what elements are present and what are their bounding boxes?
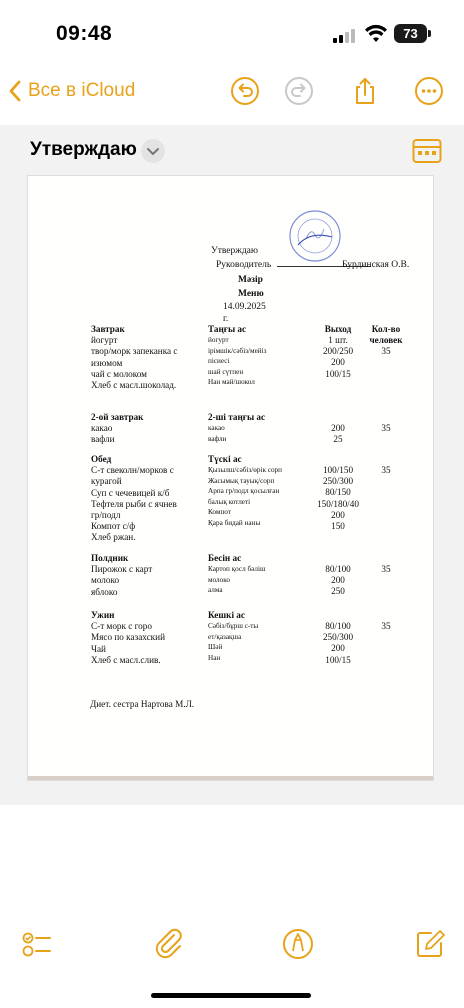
output-value: 250/300 [322,476,354,487]
section-title-ru: Завтрак [91,324,125,334]
scan-tools-icon[interactable] [412,138,442,164]
output-value: 100/15 [325,368,351,379]
menu-title-kz: Мәзір [238,275,263,285]
dish-ru: гр/подл [91,510,121,521]
output-value: 150 [331,521,345,532]
section-count [358,423,414,434]
output-value: 100/150 [322,465,354,475]
dish-kz: Жасымық тауық/сорп [208,476,275,485]
dish-kz: Шәй [208,643,223,652]
output-value: 1 шт. [328,335,348,345]
dish-ru: Компот с/ф [91,521,136,532]
output-value: 100/15 [325,654,351,665]
dish-ru: вафли [91,434,115,445]
dish-kz: какао [208,424,225,433]
section-count [358,346,414,357]
back-button[interactable] [8,74,135,108]
wifi-icon [364,24,388,44]
dish-kz: пісиесі [208,357,230,366]
section-ru [91,553,216,598]
dish-ru: йогурт [91,335,118,346]
undo-icon[interactable] [230,76,260,106]
paper-edge [28,776,433,780]
output-value: 200 [331,575,345,586]
output-value: 80/100 [325,564,351,574]
people-count: 35 [381,465,391,475]
official-stamp-image [288,209,342,263]
dish-kz: Нан [208,653,221,662]
checklist-icon[interactable] [20,927,54,961]
dish-kz: Компот [208,508,231,517]
battery-indicator: 73 [394,24,427,43]
people-count: 35 [381,621,391,631]
status-time: 09:48 [56,22,113,45]
chevron-left-icon [8,80,22,102]
dish-ru: Суп с чечевицей к/б [91,487,170,498]
more-icon[interactable] [414,76,444,106]
dish-kz: алма [208,586,223,595]
section-title-ru: Обед [91,454,112,464]
output-value: 80/150 [325,487,351,498]
dish-kz: Картоп қосл бәліш [208,565,266,574]
section-count [358,621,414,632]
approve-role-label: Руководитель [216,260,272,270]
back-button-label: Все в iCloud [28,80,136,101]
output-value: 250 [331,586,345,597]
title-menu-button[interactable] [141,139,165,163]
section-title-ru: 2-ой завтрак [91,412,144,422]
section-ru [91,454,216,544]
section-title-ru: Ужин [91,610,115,620]
compose-icon[interactable] [413,927,447,961]
dish-ru: твор/морк запеканка с [91,346,178,357]
output-value: 200/250 [322,346,354,357]
output-value: 80/100 [325,621,351,631]
menu-title-ru: Меню [238,289,264,299]
dish-kz: Нан май/шокол [208,378,255,387]
output-value: 25 [333,434,343,445]
dish-ru: Хлеб ржан. [91,532,136,543]
output-value: 200 [331,509,345,520]
dish-kz: молоко [208,575,230,584]
home-indicator [151,993,311,998]
people-count: 35 [381,564,391,574]
dish-kz: ет/қазақша [208,632,242,641]
dish-ru: Хлеб с масл.слив. [91,654,161,665]
nurse-signature: Диет. сестра Нартова М.Л. [90,699,195,709]
dish-ru: яблоко [91,586,118,597]
dish-ru: молоко [91,575,120,586]
section-title-kz: Түскі ас [208,454,242,464]
status-bar [0,0,464,62]
dish-kz: балық котлеті [208,497,251,506]
document-header [0,130,464,170]
section-count [358,465,414,476]
markup-icon[interactable] [281,927,315,961]
section-outputs [300,335,376,380]
menu-date: 14.09.2025 г. [223,302,266,324]
section-title-ru: Полдник [91,553,129,563]
bottom-toolbar [0,915,464,975]
dish-kz: Қара бидай наны [208,518,261,527]
dish-ru: Хлеб с масл.шоколад. [91,380,177,391]
output-value: 250/300 [322,632,354,643]
share-icon[interactable] [350,76,380,106]
section-count [358,564,414,575]
output-value: 150/180/40 [317,498,359,509]
redo-icon[interactable] [284,76,314,106]
dish-kz: Қызылш/сәбіз/өрік сорп [208,466,282,475]
dish-ru: курагой [91,476,122,487]
output-value: 200 [331,357,345,368]
cellular-signal-icon [333,27,357,43]
dish-ru: С-т свеколн/морков с [91,465,174,476]
approver-name: Бурдинская О.В. [342,260,410,270]
navigation-bar [0,68,464,114]
dish-kz: Арпа гр/подл қосылған [208,487,280,496]
dish-kz: йогурт [208,336,229,345]
dish-kz: ірімшік/сәбіз/мейіз [208,346,267,355]
dish-kz: вафли [208,434,227,443]
attachment-icon[interactable] [152,927,186,961]
chevron-down-icon [141,139,165,163]
section-ru [91,610,216,666]
dish-ru: С-т морк с горо [91,621,152,632]
dish-ru: какао [91,423,113,434]
approve-heading: Утверждаю [211,246,258,256]
people-count: 35 [381,423,391,433]
section-title-kz: 2-ші таңғы ас [208,412,266,422]
count-header: Кол-во человек [369,324,403,346]
section-title-kz: Кешкі ас [208,610,245,620]
dish-kz: Сәбіз/бұрш с-ты [208,622,259,631]
dish-ru: Тефтеля рыби с ячнев [91,498,177,509]
section-ru [91,412,216,446]
dish-kz: шай сүтпен [208,367,244,376]
output-header: Выход [324,324,352,334]
battery-cap [428,30,431,37]
document-title[interactable]: Утверждаю [30,139,137,160]
dish-ru: изюмом [91,357,123,368]
section-title-kz: Таңғы ас [208,324,247,334]
people-count: 35 [381,346,391,356]
section-ru [91,324,216,391]
dish-ru: чай с молоком [91,368,147,379]
dish-ru: Мясо по казахский [91,632,165,643]
dish-ru: Пирожок с карт [91,564,153,575]
output-value: 200 [331,423,345,433]
scanned-document[interactable] [28,176,433,780]
section-title-kz: Бесін ас [208,553,242,563]
dish-ru: Чай [91,643,106,654]
output-value: 200 [331,643,345,654]
